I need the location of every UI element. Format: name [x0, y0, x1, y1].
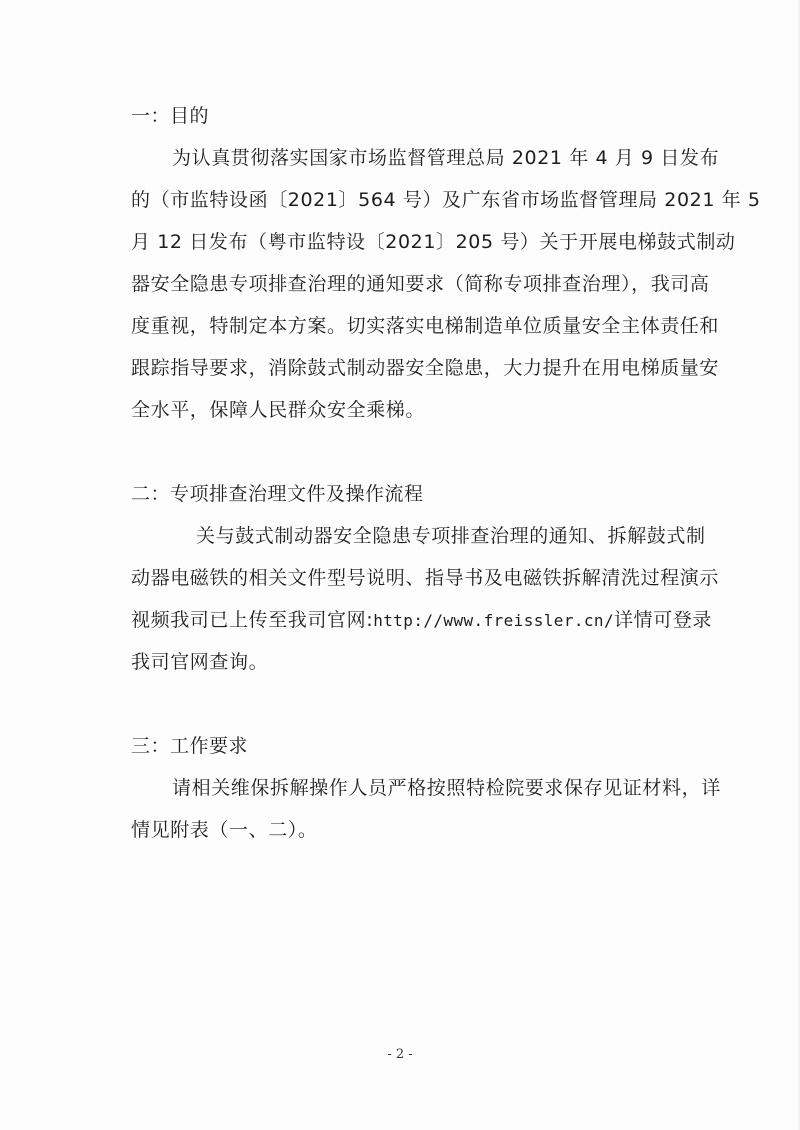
line-text: 视频我司已上传至我司官网:: [131, 609, 374, 631]
paragraph-line: 月 12 日发布（粤市监特设〔2021〕205 号）关于开展电梯鼓式制动: [131, 231, 736, 253]
section-heading-documents: 二：专项排查治理文件及操作流程: [131, 483, 424, 505]
paragraph-line-with-link: [131, 607, 712, 634]
paragraph-line: 我司官网查询。: [131, 651, 269, 673]
paragraph-line: 情见附表（一、二）。: [131, 819, 318, 841]
paragraph-line: 器安全隐患专项排查治理的通知要求（简称专项排查治理），我司高: [131, 273, 710, 295]
paragraph-line: 动器电磁铁的相关文件型号说明、指导书及电磁铁拆解清洗过程演示: [131, 567, 720, 589]
page-number: - 2 -: [387, 1047, 413, 1062]
paragraph-line: 的（市监特设函〔2021〕564 号）及广东省市场监督管理局 2021 年 5: [131, 189, 761, 211]
paragraph-line: 跟踪指导要求，消除鼓式制动器安全隐患，大力提升在用电梯质量安: [131, 357, 720, 379]
section-heading-purpose: 一：目的: [131, 105, 210, 127]
paragraph-line: 请相关维保拆解操作人员严格按照特检院要求保存见证材料，详: [172, 777, 721, 799]
paragraph-line: 度重视，特制定本方案。切实落实电梯制造单位质量安全主体责任和: [131, 315, 720, 337]
section-heading-requirements: 三：工作要求: [131, 735, 249, 757]
paragraph-line: 为认真贯彻落实国家市场监督管理总局 2021 年 4 月 9 日发布: [172, 147, 720, 169]
paragraph-line: 全水平，保障人民群众安全乘梯。: [131, 399, 426, 421]
line-text: 详情可登录: [614, 609, 713, 631]
paragraph-line: 关与鼓式制动器安全隐患专项排查治理的通知、拆解鼓式制: [196, 525, 706, 547]
website-link[interactable]: http://www.freissler.cn/: [373, 611, 614, 630]
